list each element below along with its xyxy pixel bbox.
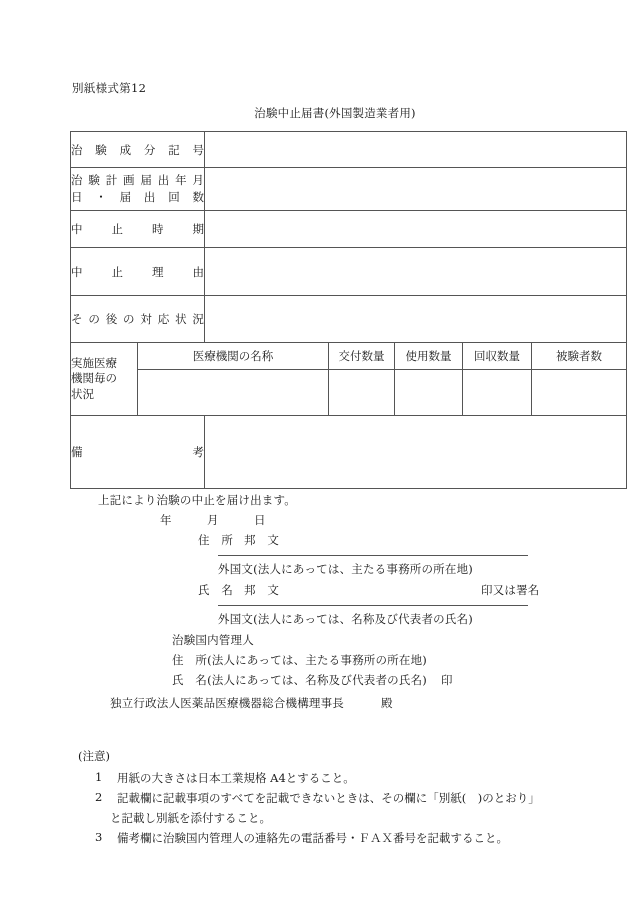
row-value-plan-notification[interactable] <box>205 168 627 211</box>
note-text-2: 記載欄に記載事項のすべてを記載できないときは、その欄に「別紙( )のとおり」 <box>117 791 540 805</box>
note-number-1: 1 <box>95 770 103 784</box>
name-label: 氏 名 <box>198 583 234 597</box>
cell-delivered-qty[interactable] <box>329 370 395 416</box>
note-number-2: 2 <box>95 790 103 804</box>
table-row-discontinuation-reason <box>71 248 627 296</box>
name-foreign-note: 外国文(法人にあっては、名称及び代表者の氏名) <box>218 612 473 626</box>
institution-label-line-3: 状況 <box>71 386 94 401</box>
domestic-manager-title: 治験国内管理人 <box>172 633 254 647</box>
date-day-label[interactable]: 日 <box>254 513 266 527</box>
note-item-1 <box>95 770 355 786</box>
institution-label-line-1: 実施医療 <box>71 355 117 370</box>
cell-institution-name[interactable] <box>138 370 329 416</box>
row-label-subsequent-response: そ の 後 の 対 応 状 況 <box>71 296 205 343</box>
column-header-delivered-qty: 交付数量 <box>329 343 395 370</box>
date-year-label[interactable]: 年 <box>160 513 172 527</box>
note-item-3 <box>95 830 508 846</box>
row-label-plan-notification <box>71 168 205 211</box>
table-row-remarks <box>71 416 627 489</box>
note-item-2 <box>95 790 540 806</box>
row-label-institution-status <box>71 343 138 416</box>
row-value-subsequent-response[interactable] <box>205 296 627 343</box>
seal-or-signature-label: 印又は署名 <box>481 583 540 597</box>
column-header-subject-count: 被験者数 <box>532 343 627 370</box>
main-form-table <box>70 131 627 489</box>
row-value-discontinuation-reason[interactable] <box>205 248 627 296</box>
address-foreign-note: 外国文(法人にあっては、主たる事務所の所在地) <box>218 562 473 576</box>
name-japanese-label[interactable]: 邦 文 <box>244 583 280 597</box>
label-line-1: 治 験 計 画 届 出 年 月 <box>71 173 204 187</box>
manager-name-label[interactable]: 氏 名(法人にあっては、名称及び代表者の氏名) <box>172 673 427 687</box>
cell-recovered-qty[interactable] <box>463 370 532 416</box>
row-label-remarks: 備 考 <box>71 416 205 489</box>
table-row-institution-data <box>71 370 627 416</box>
note-text-3: 備考欄に治験国内管理人の連絡先の電話番号・ＦＡＸ番号を記載すること。 <box>117 831 508 845</box>
table-row-plan-notification <box>71 168 627 211</box>
address-write-rule <box>218 555 528 556</box>
manager-seal-label: 印 <box>441 673 453 687</box>
note-number-3: 3 <box>95 830 103 844</box>
label-line-2: 日 ・ 届 出 回 数 <box>71 190 204 204</box>
note-text-2-continuation: と記載し別紙を添付すること。 <box>110 811 271 825</box>
column-header-used-qty: 使用数量 <box>395 343 463 370</box>
notes-heading: (注意) <box>78 749 110 763</box>
row-label-discontinuation-reason: 中 止 理 由 <box>71 248 205 296</box>
column-header-recovered-qty: 回収数量 <box>463 343 532 370</box>
institution-label-line-2: 機関毎の <box>71 371 117 386</box>
address-japanese-label[interactable]: 邦 文 <box>244 533 280 547</box>
date-month-label[interactable]: 月 <box>207 513 219 527</box>
addressee-honorific: 殿 <box>381 696 393 710</box>
table-row-discontinuation-date <box>71 211 627 248</box>
form-number: 別紙様式第12 <box>72 81 147 95</box>
address-label: 住 所 <box>198 533 234 547</box>
row-label-component-code <box>71 132 205 168</box>
statement-intro: 上記により治験の中止を届け出ます。 <box>98 493 296 507</box>
label-chars: 治 験 成 分 記 号 <box>71 142 204 157</box>
row-label-discontinuation-date: 中 止 時 期 <box>71 211 205 248</box>
row-value-remarks[interactable] <box>205 416 627 489</box>
page-title: 治験中止届書(外国製造業者用) <box>254 106 416 120</box>
row-value-discontinuation-date[interactable] <box>205 211 627 248</box>
cell-subject-count[interactable] <box>532 370 627 416</box>
name-write-rule <box>218 605 528 606</box>
row-value-component-code[interactable] <box>205 132 627 168</box>
addressee-name: 独立行政法人医薬品医療機器総合機構理事長 <box>110 696 344 710</box>
cell-used-qty[interactable] <box>395 370 463 416</box>
manager-address-label[interactable]: 住 所(法人にあっては、主たる事務所の所在地) <box>172 653 427 667</box>
table-row-institution-header <box>71 343 627 370</box>
table-row-subsequent-response <box>71 296 627 343</box>
table-row-component-code <box>71 132 627 168</box>
note-text-1: 用紙の大きさは日本工業規格 A4とすること。 <box>117 771 355 785</box>
column-header-institution-name: 医療機関の名称 <box>138 343 329 370</box>
